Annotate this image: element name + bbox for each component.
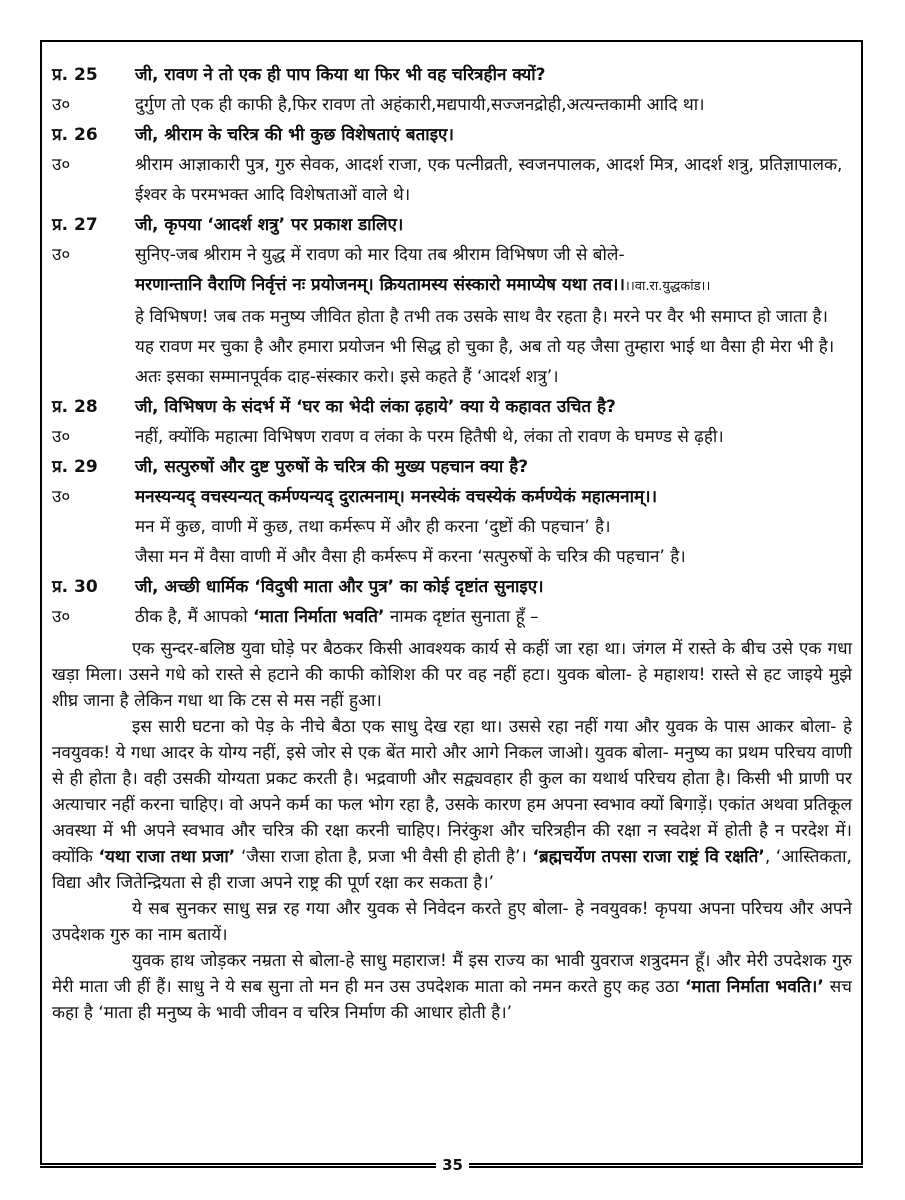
- answer-26: उ० श्रीराम आज्ञाकारी पुत्र, गुरु सेवक, आदर्श राजा, एक पत्नीव्रती, स्वजनपालक, आदर्श मित्र, आदर्श शत्रु, प्रतिज्ञापालक, ईश्वर के परमभक्त आदि विशेषताओं वाले थे।: [52, 155, 843, 205]
- story-paragraph-4: युवक हाथ जोड़कर नम्रता से बोला-हे साधु महाराज! मैं इस राज्य का भावी युवराज शत्रुदमन हूँ। और मेरी उपदेशक गुरु मेरी माता जी हीं हैं। साधु ने ये सब सुना तो मन ही मन उस उपदेशक माता को नमन करते हुए कह उठा ‘माता निर्माता भवति।’ सच कहा है ‘माता ही मनुष्य के भावी जीवन व चरित्र निर्माण की आधार होती है।’: [52, 951, 852, 1023]
- question-30: प्र. 30 जी, अच्छी धार्मिक ‘विदुषी माता और पुत्र’ का कोई दृष्टांत सुनाइए।: [52, 577, 544, 597]
- story-paragraph-3: ये सब सुनकर साधु सन्न रह गया और युवक से निवेदन करते हुए बोला- हे नवयुवक! कृपया अपना परिचय और अपने उपदेशक गुरु का नाम बतायें।: [52, 899, 852, 945]
- answer-29-line-2: जैसा मन में वैसा वाणी में और वैसा ही कर्मरूप में करना ‘सत्पुरुषों के चरित्र की पहचान’ है।: [135, 547, 686, 567]
- verse-reference: ।।वा.रा.युद्धकांड।।: [624, 279, 711, 294]
- story-paragraph-1: एक सुन्दर-बलिष्ठ युवा घोड़े पर बैठकर किसी आवश्यक कार्य से कहीं जा रहा था। जंगल में रास्ते के बीच उसे एक गधा खड़ा मिला। उसने गधे को रास्ते से हटाने की काफी कोशिश की पर वह नहीं हटा। युवक बोला- हे महाशय! रास्ते से हट जाइये मुझे शीघ्र जाना है लेकिन गधा था कि टस से मस नहीं हुआ।: [52, 639, 852, 711]
- question-25: प्र. 25 जी, रावण ने तो एक ही पाप किया था फिर भी वह चरित्रहीन क्यों?: [52, 65, 546, 85]
- sanskrit-verse-27: मरणान्तानि वैराणि निर्वृत्तं नः प्रयोजनम्। क्रियतामस्य संस्कारो ममाप्येष यथा तव।।।।वा.रा.युद्धकांड।।: [135, 275, 711, 295]
- document-body: [52, 60, 852, 1026]
- story-section: [52, 636, 852, 1026]
- answer-27-explanation: हे विभिषण! जब तक मनुष्य जीवित होता है तभी तक उसके साथ वैर रहता है। मरने पर वैर भी समाप्त हो जाता है। यह रावण मर चुका है और हमारा प्रयोजन भी सिद्ध हो चुका है, अब तो यह जैसा तुम्हारा भाई था वैसा ही मेरा भी है। अतः इसका सम्मानपूर्वक दाह-संस्कार करो। इसे कहते हैं ‘आदर्श शत्रु’।: [135, 307, 835, 387]
- answer-27: उ० सुनिए-जब श्रीराम ने युद्ध में रावण को मार दिया तब श्रीराम विभिषण जी से बोले-: [52, 245, 625, 265]
- answer-25: उ० दुर्गुण तो एक ही काफी है,फिर रावण तो अहंकारी,मद्यपायी,सज्जनद्रोही,अत्यन्तकामी आदि था।: [52, 95, 705, 115]
- question-29: प्र. 29 जी, सत्पुरुषों और दुष्ट पुरुषों के चरित्र की मुख्य पहचान क्या है?: [52, 457, 529, 477]
- page-number: 35: [0, 1155, 905, 1174]
- answer-28: उ० नहीं, क्योंकि महात्मा विभिषण रावण व लंका के परम हितैषी थे, लंका तो रावण के घमण्ड से ढ़ही।: [52, 427, 724, 447]
- story-paragraph-2: इस सारी घटना को पेड़ के नीचे बैठा एक साधु देख रहा था। उससे रहा नहीं गया और युवक के पास आकर बोला- हे नवयुवक! ये गधा आदर के योग्य नहीं, इसे जोर से एक बेंत मारो और आगे निकल जाओ। युवक बोला- मनुष्य का प्रथम परिचय वाणी से ही होता है। वही उसकी योग्यता प्रकट करती है। भद्रवाणी और सद्व्यवहार ही कुल का यथार्थ परिचय होता है। किसी भी प्राणी पर अत्याचार नहीं करना चाहिए। वो अपने कर्म का फल भोग रहा है, उसके कारण हम अपना स्वभाव क्यों बिगाड़ें। एकांत अथवा प्रतिकूल अवस्था में भी अपने स्वभाव और चरित्र की रक्षा करनी चाहिए। निरंकुश और चरित्रहीन की रक्षा न स्वदेश में होती है न परदेश में। क्योंकि ‘यथा राजा तथा प्रजा’ ‘जैसा राजा होता है, प्रजा भी वैसी ही होती है’। ‘ब्रह्मचर्येण तपसा राजा राष्ट्रं वि रक्षति’, ‘आस्तिकता, विद्या और जितेन्द्रियता से ही राजा अपने राष्ट्र की पूर्ण रक्षा कर सकता है।’: [52, 717, 852, 893]
- answer-29-line-1: मन में कुछ, वाणी में कुछ, तथा कर्मरूप में और ही करना ‘दुष्टों की पहचान’ है।: [135, 517, 611, 537]
- question-26: प्र. 26 जी, श्रीराम के चरित्र की भी कुछ विशेषताएं बताइए।: [52, 125, 454, 145]
- question-27: प्र. 27 जी, कृपया ‘आदर्श शत्रु’ पर प्रकाश डालिए।: [52, 215, 404, 235]
- answer-29: उ० मनस्यन्यद् वचस्यन्यत् कर्मण्यन्यद् दुरात्मनाम्। मनस्येकं वचस्येकं कर्मण्येकं महात्मनाम्।।: [52, 487, 658, 507]
- question-28: प्र. 28 जी, विभिषण के संदर्भ में ‘घर का भेदी लंका ढ़हाये’ क्या ये कहावत उचित है?: [52, 397, 616, 417]
- answer-30: उ० ठीक है, मैं आपको ‘माता निर्माता भवति’ नामक दृष्टांत सुनाता हूँ –: [52, 607, 539, 627]
